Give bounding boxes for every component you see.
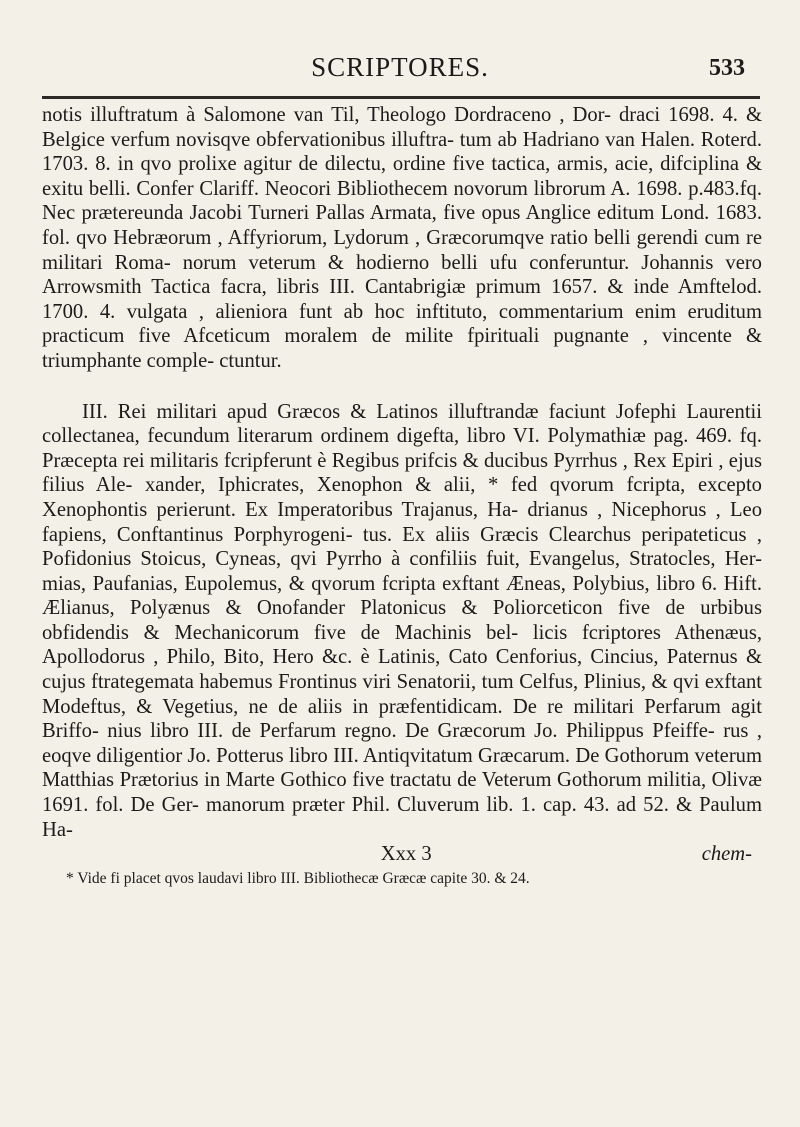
text-line: drianus , Nicephorus , Leo fapiens, Conftantinus Porphyrogeni- [42, 498, 762, 546]
text-line: De Gothorum veterum Matthias Prætorius in Marte Gothico five [42, 744, 762, 792]
text-line: xander, Iphicrates, Xenophon & alii, * fed qvorum fcripta, [145, 474, 698, 497]
text-line: five de urbibus obfidendis & Mechanicorum five de Machinis bel- [42, 597, 762, 644]
text-line: draci 1698. 4. & Belgice verfum novisqve obfervationibus illuftra- [42, 104, 762, 151]
text-line: Confer Clariff. Neocori Bibliothecem novorum librorum A. 1698. [136, 177, 689, 200]
text-line: Amftelod. 1700. 4. vulgata , alieniora funt ab hoc inftituto, [42, 276, 762, 323]
catchword: chem- [701, 843, 752, 866]
text-line: tum ab Hadriano van Halen. Roterd. 1703. 8. in qvo prolixe agitur de [42, 128, 762, 176]
text-line: Cyneas, qvi Pyrrho à confiliis fuit, Evangelus, Stratocles, Her- [215, 548, 763, 571]
paragraph [42, 400, 762, 843]
text-line: ctuntur. [219, 349, 282, 372]
text-line: tractatu de Veterum Gothorum militia, Olivæ 1691. fol. De Ger- [42, 769, 762, 817]
catchword-line [42, 842, 762, 867]
text-line: p.483.fq. Nec prætereunda Jacobi Turneri Pallas Armata, five opus [42, 177, 762, 225]
text-line: de milite fpirituali pugnante , vincente & triumphante comple- [42, 325, 762, 372]
signature-mark: Xxx 3 [380, 843, 432, 866]
text-line: excepto Xenophontis perierunt. Ex Imperatoribus Trajanus, Ha- [42, 474, 762, 521]
running-head [0, 46, 800, 86]
text-line: Arrowsmith Tactica facra, libris III. Cantabrigiæ primum 1657. & inde [42, 276, 678, 299]
text-line: Jofephi Laurentii collectanea, fecundum literarum ordinem digefta, [42, 400, 762, 448]
text-line: commentarium enim eruditum practicum five Afceticum moralem [42, 300, 762, 348]
text-line: dilectu, ordine five tactica, armis, acie, difciplina & exitu belli. [42, 153, 762, 200]
text-line: Cato Cenforius, Cincius, Paternus & cujus ftrategemata habemus [42, 646, 762, 694]
text-line: libro 6. Hift. Ælianus, Polyænus & Onofander Platonicus & Poliorceticon [42, 572, 762, 620]
text-line: mias, Paufanias, Eupolemus, & qvorum fcripta exftant Æneas, Polybius, [42, 572, 657, 595]
text-line: rus , eoqve diligentior Jo. Potterus libro III. Antiqvitatum Græcarum. [42, 720, 763, 767]
page-number: 533 [709, 55, 745, 81]
paragraph-gap [42, 374, 762, 400]
text-line: è Regibus prifcis & ducibus Pyrrhus , Rex Epiri , ejus filius Ale- [42, 449, 762, 497]
text-line: libro VI. Polymathiæ pag. 469. fq. Præcepta rei militaris fcripferunt [42, 425, 762, 472]
text-line: Frontinus viri Senatorii, tum Celfus, Plinius, & qvi exftant Modeftus, & [42, 671, 763, 718]
text-line: notis illuftratum à Salomone van Til, Theologo Dordraceno , Dor- [42, 104, 619, 126]
body-text [42, 103, 762, 889]
text-line: III. Rei militari apud Græcos & Latinos illuftrandæ faciunt [82, 400, 616, 423]
text-line: tus. Ex aliis Græcis Clearchus peripateticus , Pofidonius Stoicus, [42, 523, 762, 571]
paragraph [42, 103, 762, 374]
text-line: licis fcriptores Athenæus, Apollodorus , Philo, Bito, Hero &c. è Latinis, [42, 621, 762, 669]
header-rule [42, 96, 760, 99]
text-line: nius libro III. de Perfarum regno. De Græcorum Jo. Philippus Pfeiffe- [107, 720, 724, 743]
text-line: norum veterum & hodierno belli ufu conferuntur. Johannis vero [182, 251, 762, 274]
text-line: Vegetius, ne de aliis in præfentidicam. De re militari Perfarum agit Briffo- [42, 695, 762, 743]
text-line: Lydorum , Græcorumqve ratio belli gerendi cum re militari Roma- [42, 226, 762, 274]
running-title: SCRIPTORES. [311, 52, 489, 82]
text-line: manorum præter Phil. Cluverum lib. 1. cap. 43. ad 52. & Paulum Ha- [42, 794, 762, 841]
footnote: * Vide fi placet qvos laudavi libro III. Bibliothecæ Græcæ capite 30. & 24. [66, 869, 530, 887]
text-line: Anglice editum Lond. 1683. fol. qvo Hebræorum , Affyriorum, [42, 202, 762, 249]
